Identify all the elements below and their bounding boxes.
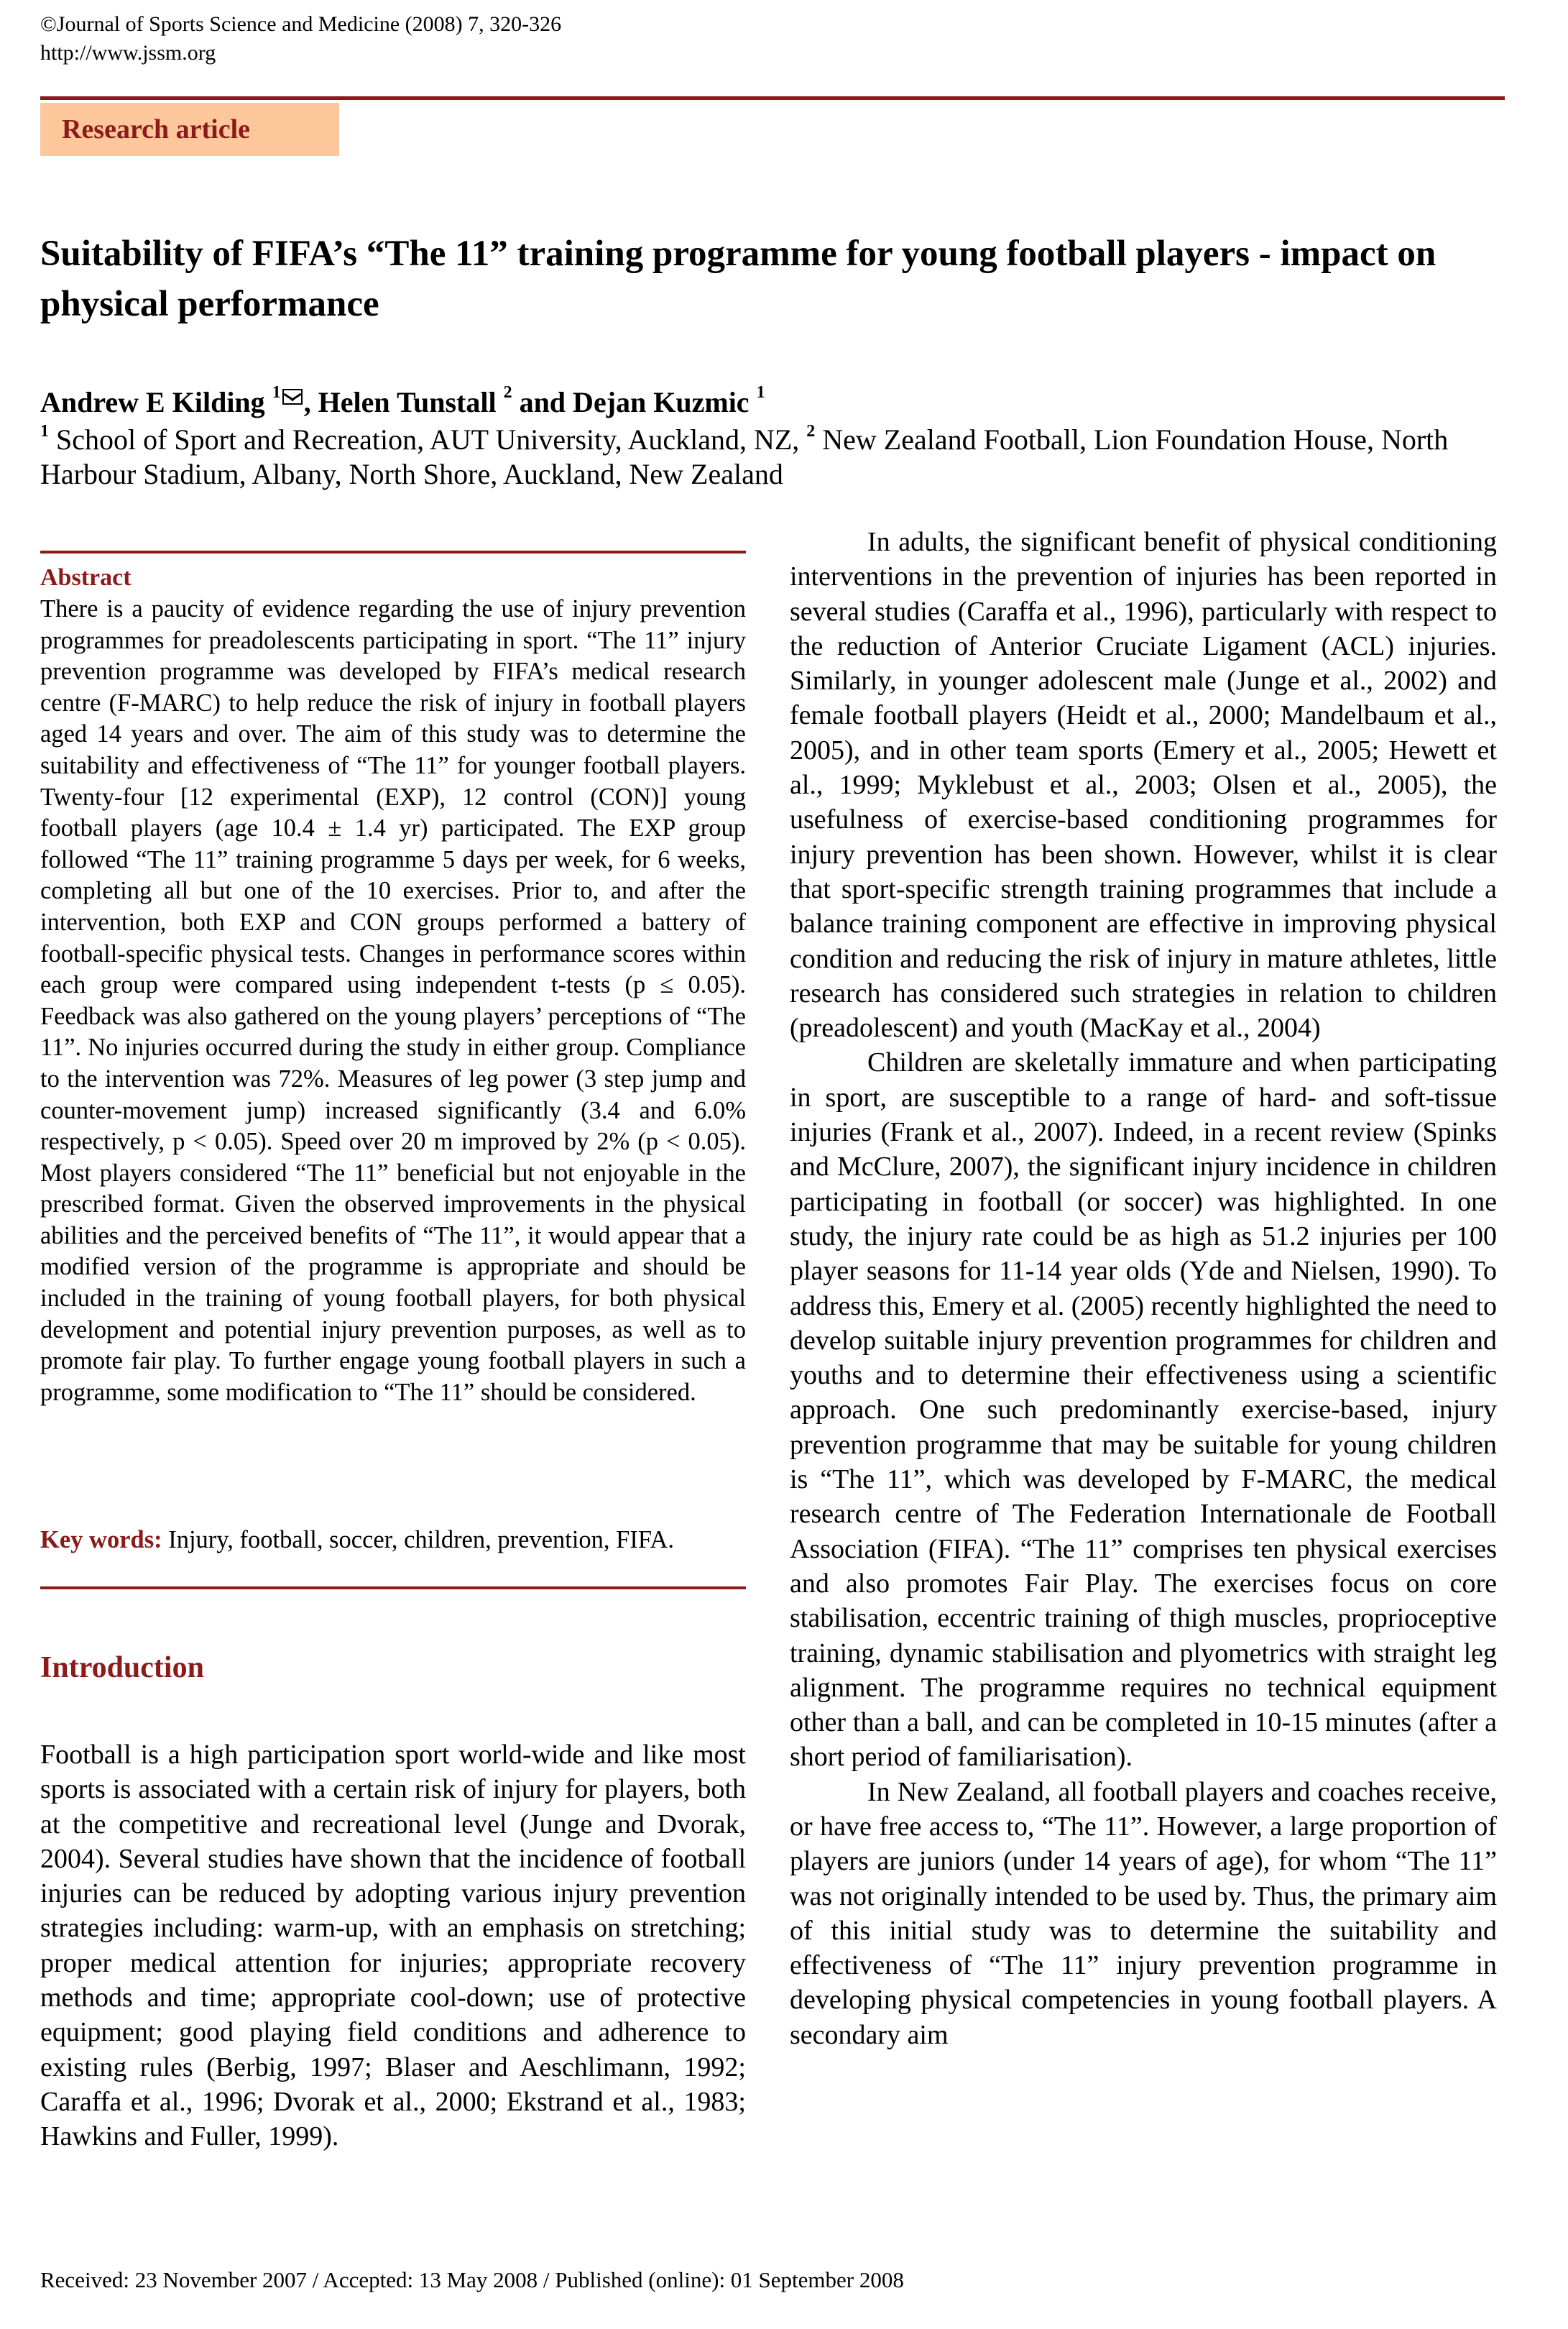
affiliation-mark: 1 [40, 422, 49, 441]
abstract-heading: Abstract [40, 564, 132, 591]
intro-paragraph-1-block [40, 1737, 746, 2154]
keywords [40, 1524, 746, 1556]
intro-paragraph: Football is a high participation sport world-wide and like most sports is associated with a certain risk of injury for players, both at the competitive and recreational level (Junge and Dvorak, 2004). Several studies have shown that the incidence of football injuries can be reduced by adopting various injury prevention strategies including: warm-up, with an emphasis on stretching; proper medical attention for injuries; appropriate recovery methods and time; appropriate cool-down; use of protective equipment; good playing field conditions and adherence to existing rules (Berbig, 1997; Blaser and Aeschlimann, 1992; Caraffa et al., 1996; Dvorak et al., 2000; Ekstrand et al., 1983; Hawkins and Fuller, 1999). [40, 1740, 746, 2152]
right-column [790, 525, 1497, 2052]
affiliations [40, 414, 1521, 492]
intro-paragraph: In adults, the significant benefit of physical conditioning interventions in the prevention of injuries has been reported in several studies (Caraffa et al., 1996), particularly with respect to the reduction of Anterior Cruciate Ligament (ACL) injuries. Similarly, in younger adolescent male (Junge et al., 2002) and female football players (Heidt et al., 2000; Mandelbaum et al., 2005), and in other team sports (Emery et al., 2005; Hewett et al., 1999; Myklebust et al., 2003; Olsen et al., 2005), the usefulness of exercise-based conditioning programmes for injury prevention has been shown. However, whilst it is clear that sport-specific strength training programmes that include a balance training component are effective in improving physical condition and reducing the risk of injury in mature athletes, little research has considered such strategies in relation to children (preadolescent) and youth (MacKay et al., 2004) [790, 527, 1497, 1044]
intro-paragraph: In New Zealand, all football players and coaches receive, or have free access to, “The 11”. However, a large proportion of players are juniors (under 14 years of age), for whom “The 11” was not originally intended to be used by. Thus, the primary aim of this initial study was to determine the suitability and effectiveness of “The 11” injury prevention programme in developing physical competencies in young football players. A secondary aim [790, 1776, 1497, 2050]
received-dates-footer: Received: 23 November 2007 / Accepted: 13 May 2008 / Published (online): 01 September 2008 [40, 2267, 904, 2292]
author-name: Andrew E Kilding [40, 386, 265, 418]
header-rule [40, 96, 1505, 100]
abstract-block [40, 562, 746, 1408]
paper-title: Suitability of FIFA’s “The 11” training programme for young football players - impact on physical performance [40, 234, 1436, 324]
affiliation-text: New Zealand Football, Lion Foundation House, North Harbour Stadium, Albany, North Shore, Auckland, New Zealand [40, 423, 1449, 490]
section-heading-introduction: Introduction [40, 1651, 204, 1684]
envelope-icon[interactable] [282, 389, 303, 405]
article-type-label: Research article [40, 103, 339, 156]
affiliation-text: School of Sport and Recreation, AUT University, Auckland, NZ, [49, 423, 807, 456]
author-affiliation-mark: 2 [503, 383, 512, 402]
author-affiliation-mark: 1 [272, 383, 281, 402]
affiliation-mark: 2 [806, 422, 816, 441]
journal-citation: ©Journal of Sports Science and Medicine (2008) 7, 320-326 [40, 12, 562, 36]
abstract-top-rule [40, 551, 746, 553]
journal-header [40, 10, 561, 68]
intro-paragraph: Children are skeletally immature and when participating in sport, are susceptible to a range of hard- and soft-tissue injuries (Frank et al., 2007). Indeed, in a recent review (Spinks and McClure, 2007), the significant injury incidence in children participating in football (or soccer) was highlighted. In one study, the injury rate could be as high as 51.2 injuries per 100 player seasons for 11-14 year olds (Yde and Nielsen, 1990). To address this, Emery et al. (2005) recently highlighted the need to develop suitable injury prevention programmes for children and youths and to determine their effectiveness using a scientific approach. One such predominantly exercise-based, injury prevention programme that may be suitable for young children is “The 11”, which was developed by F-MARC, the medical research centre of The Federation Internationale de Football Association (FIFA). “The 11” comprises ten physical exercises and also promotes Fair Play. The exercises focus on core stabilisation, eccentric training of thigh muscles, proprioceptive training, dynamic stabilisation and plyometrics with straight leg alignment. The programme requires no technical equipment other than a ball, and can be completed in 10-15 minutes (after a short period of familiarisation). [790, 1047, 1497, 1773]
journal-url[interactable]: http://www.jssm.org [40, 41, 216, 65]
author-name: , Helen Tunstall [303, 386, 497, 418]
abstract-text: There is a paucity of evidence regarding the use of injury prevention programmes for preadolescents participating in sport. “The 11” injury prevention programme was developed by FIFA’s medical research centre (F-MARC) to help reduce the risk of injury in football players aged 14 years and over. The aim of this study was to determine the suitability and effectiveness of “The 11” for younger football players. Twenty-four [12 experimental (EXP), 12 control (CON)] young football players (age 10.4 ± 1.4 yr) participated. The EXP group followed “The 11” training programme 5 days per week, for 6 weeks, completing all but one of the 10 exercises. Prior to, and after the intervention, both EXP and CON groups performed a battery of football-specific physical tests. Changes in performance scores within each group were compared using independent t-tests (p ≤ 0.05). Feedback was also gathered on the young players’ perceptions of “The 11”. No injuries occurred during the study in either group. Compliance to the intervention was 72%. Measures of leg power (3 step jump and counter-movement jump) increased significantly (3.4 and 6.0% respectively, p < 0.05). Speed over 20 m improved by 2% (p < 0.05). Most players considered “The 11” beneficial but not enjoyable in the prescribed format. Given the observed improvements in the physical abilities and the perceived benefits of “The 11”, it would appear that a modified version of the programme is appropriate and should be included in the training of young football players, for both physical development and potential injury prevention purposes, as well as to promote fair play. To further engage young football players in such a programme, some modification to “The 11” should be considered. [40, 595, 746, 1406]
abstract-bottom-rule [40, 1586, 746, 1589]
keywords-text: Injury, football, soccer, children, prevention, FIFA. [162, 1526, 674, 1553]
author-name: and Dejan Kuzmic [512, 386, 750, 418]
keywords-label: Key words: [40, 1526, 162, 1553]
author-affiliation-mark: 1 [756, 383, 765, 402]
